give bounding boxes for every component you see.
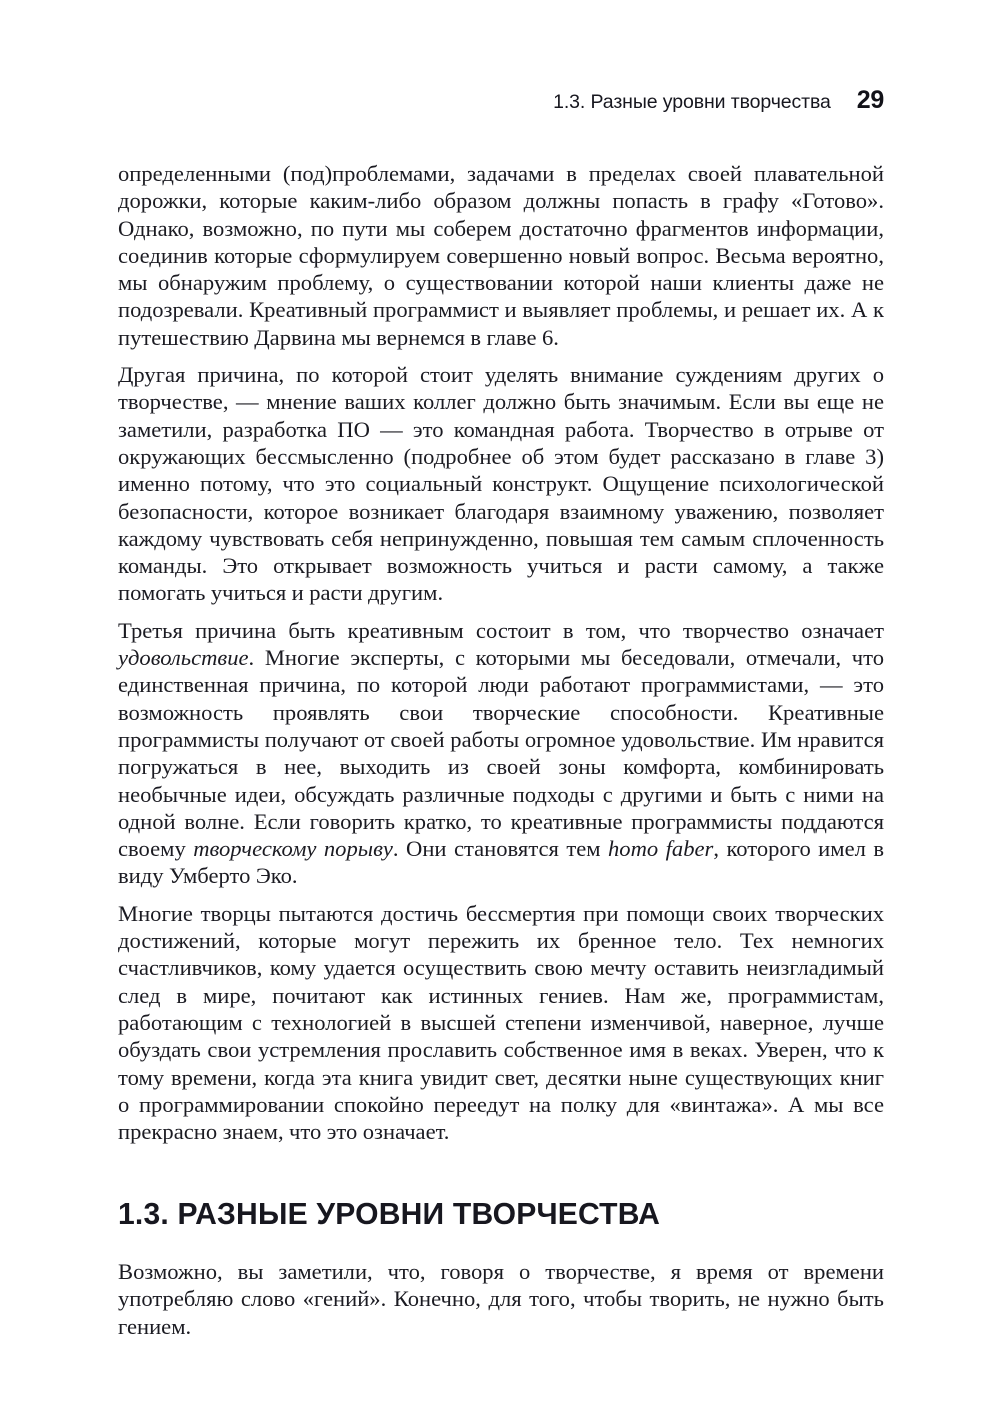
paragraph-third-reason-part-4: , которого имел в виду Умберто Эко. xyxy=(118,836,884,889)
running-head-title: 1.3. Разные уровни творчества xyxy=(553,91,831,113)
body-text-column xyxy=(118,160,884,1340)
emphasis-udovolstvie: удовольствие xyxy=(118,645,249,671)
paragraph-second-reason: Другая причина, по которой стоит уделять внимание суждениям других о творчестве, — мнение ваших коллег должно быть значимым. Если вы еще не заметили, разработка ПО — это командная работа. Творчество в отрыве от окружающих бессмысленно (подробнее об этом будет рассказано в главе 3) именно потому, что это социальный конструкт. Ощущение психологической безопасности, которое возникает благодаря взаимному уважению, позволяет каждому чувствовать себя непринужденно, повышая тем самым сплоченность команды. Это открывает возможность учиться и расти самому, а также помогать учиться и расти другим. xyxy=(118,362,884,606)
paragraph-immortality: Многие творцы пытаются достичь бессмертия при помощи своих творческих достижений, которые могут пережить их бренное тело. Тех немногих счастливчиков, кому удается осуществить свою мечту оставить неизгладимый след в мире, почитают как истинных гениев. Нам же, программистам, работающим с технологией в высшей степени изменчивой, наверное, лучше обуздать свои устремления прославить собственное имя в веках. Уверен, что к тому времени, когда эта книга увидит свет, десятки ныне существующих книг о программировании спокойно переедут на полку для «винтажа». А мы все прекрасно знаем, что это означает. xyxy=(118,900,884,1145)
paragraph-third-reason-part-3: . Они становятся тем xyxy=(392,836,608,862)
running-head xyxy=(118,88,884,113)
emphasis-tvorcheskomu-poryvu: творческому порыву xyxy=(193,836,393,862)
paragraph-third-reason xyxy=(118,617,884,890)
page-number: 29 xyxy=(856,86,884,114)
paragraph-genius-intro: Возможно, вы заметили, что, говоря о творчестве, я время от времени употребляю слово «гений». Конечно, для того, чтобы творить, не нужно быть гением. xyxy=(118,1259,884,1339)
paragraph-continuation: определенными (под)проблемами, задачами в пределах своей плавательной дорожки, которые каким-либо образом должны попасть в графу «Готово». Однако, возможно, по пути мы соберем достаточно фрагментов информации, соединив которые сформулируем совершенно новый вопрос. Весьма вероятно, мы обнаружим проблему, о существовании которой наши клиенты даже не подозревали. Креативный программист и выявляет проблемы, и решает их. А к путешествию Дарвина мы вернемся в главе 6. xyxy=(118,161,884,350)
emphasis-homo-faber: homo faber xyxy=(607,836,714,862)
section-heading-1-3: 1.3. РАЗНЫЕ УРОВНИ ТВОРЧЕСТВА xyxy=(118,1196,661,1232)
paragraph-third-reason-part-2: . Многие эксперты, с которыми мы беседовали, отмечали, что единственная причина, по которой люди работают программистами, — это возможность проявлять свои творческие способности. Креативные программисты получают от своей работы огромное удовольствие. Им нравится погружаться в нее, выходить из своей зоны комфорта, комбинировать необычные идеи, обсуждать различные подходы с другими и быть с ними на одной волне. Если говорить кратко, то креативные программисты поддаются своему xyxy=(118,645,884,862)
paragraph-third-reason-part-1: Третья причина быть креативным состоит в том, что творчество означает xyxy=(118,617,884,643)
